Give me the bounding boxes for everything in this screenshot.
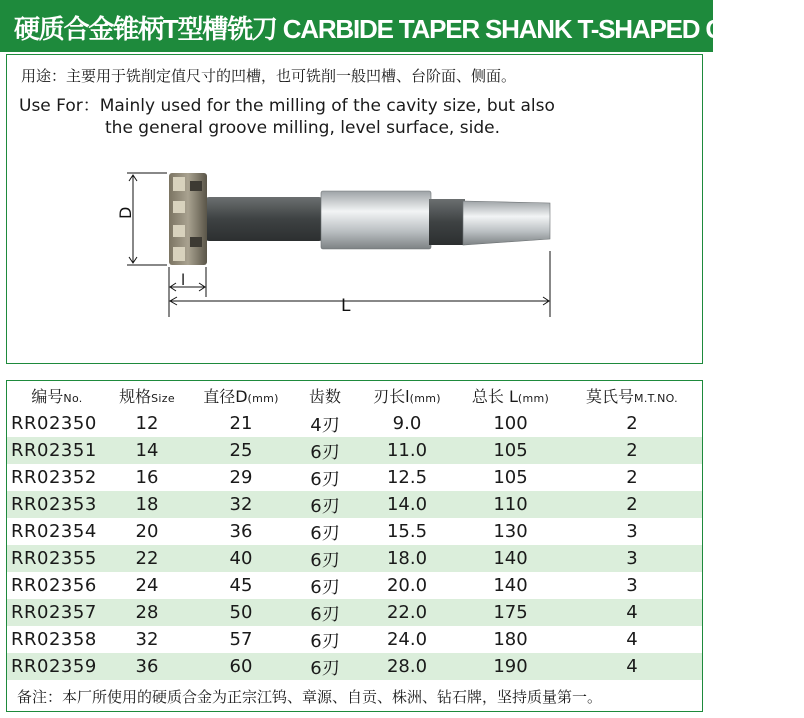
table-cell: 6刃 <box>310 549 340 571</box>
column-header-unit: (mm) <box>517 392 550 405</box>
table-cell: 24.0 <box>386 629 428 650</box>
table-row <box>7 410 702 437</box>
table-row <box>7 545 702 572</box>
column-header-unit: Size <box>151 392 175 405</box>
table-cell: RR02350 <box>11 413 97 434</box>
table-cell: 2 <box>626 467 638 488</box>
table-cell: 190 <box>493 656 528 677</box>
table-cell: RR02352 <box>11 467 97 488</box>
cutter-head <box>169 173 207 265</box>
table-cell: 12 <box>135 413 159 434</box>
table-cell: 32 <box>135 629 159 650</box>
usage-text-cn: 用途：主要用于铣削定值尺寸的凹槽，也可铣削一般凹槽、台阶面、侧面。 <box>21 67 517 85</box>
table-cell: 140 <box>493 575 528 596</box>
table-row <box>7 626 702 653</box>
table-cell: 130 <box>493 521 528 542</box>
table-cell: RR02354 <box>11 521 97 542</box>
table-row <box>7 572 702 599</box>
table-header-row <box>7 381 702 410</box>
column-header-unit: (mm) <box>247 392 279 405</box>
table-cell: 3 <box>626 548 638 569</box>
dimension-L-label: L <box>341 296 351 316</box>
table-row <box>7 653 702 680</box>
table-cell: 36 <box>135 656 159 677</box>
table-cell: 57 <box>229 629 253 650</box>
table-cell: 3 <box>626 521 638 542</box>
table-cell: 9.0 <box>392 413 422 434</box>
table-cell: 180 <box>493 629 528 650</box>
table-cell: 20 <box>135 521 159 542</box>
column-header-unit: No. <box>63 392 83 405</box>
table-cell: 18.0 <box>386 548 428 569</box>
table-cell: 15.5 <box>386 521 428 542</box>
spec-table <box>6 380 703 712</box>
table-cell: 4 <box>626 629 638 650</box>
table-cell: 100 <box>493 413 528 434</box>
table-cell: 20.0 <box>386 575 428 596</box>
column-header <box>187 381 295 410</box>
column-header-label: 编号 <box>31 387 64 406</box>
taper-section <box>321 191 431 249</box>
table-cell: 3 <box>626 575 638 596</box>
column-header <box>7 381 107 410</box>
column-header <box>459 381 562 410</box>
table-cell: 14 <box>135 440 159 461</box>
shank-neck <box>205 197 323 241</box>
table-cell: 50 <box>229 602 253 623</box>
table-row <box>7 518 702 545</box>
cutter-drawing <box>7 55 704 365</box>
column-header <box>295 381 355 410</box>
table-cell: RR02358 <box>11 629 97 650</box>
table-cell: 40 <box>229 548 253 569</box>
shank-collar <box>429 199 465 245</box>
table-cell: 22.0 <box>386 602 428 623</box>
table-cell: 16 <box>135 467 159 488</box>
table-cell: 6刃 <box>310 495 340 517</box>
table-cell: 6刃 <box>310 657 340 679</box>
table-cell: 6刃 <box>310 522 340 544</box>
table-cell: RR02353 <box>11 494 97 515</box>
table-cell: 6刃 <box>310 630 340 652</box>
table-cell: 28 <box>135 602 159 623</box>
column-header-unit: (mm) <box>409 392 441 405</box>
column-header <box>562 381 702 410</box>
table-cell: 6刃 <box>310 576 340 598</box>
table-cell: 18 <box>135 494 159 515</box>
table-cell: 140 <box>493 548 528 569</box>
table-cell: RR02357 <box>11 602 97 623</box>
taper-tang <box>463 201 550 245</box>
table-cell: 6刃 <box>310 468 340 490</box>
footnote: 备注：本厂所使用的硬质合金为正宗江钨、章源、自贡、株洲、钻石牌，坚持质量第一。 <box>7 684 702 710</box>
column-header-label: 直径D <box>203 387 248 406</box>
table-row <box>7 599 702 626</box>
column-header-label: 刃长l <box>373 387 410 406</box>
table-row <box>7 437 702 464</box>
table-cell: 2 <box>626 440 638 461</box>
column-header-unit: M.T.NO. <box>634 392 678 405</box>
table-cell: 29 <box>229 467 253 488</box>
table-cell: 12.5 <box>386 467 428 488</box>
table-cell: 25 <box>229 440 253 461</box>
table-cell: 4 <box>626 656 638 677</box>
column-header-label: 莫氏号 <box>586 387 635 406</box>
column-header-label: 规格 <box>119 387 152 406</box>
table-cell: RR02356 <box>11 575 97 596</box>
table-cell: 24 <box>135 575 159 596</box>
table-cell: 105 <box>493 440 528 461</box>
column-header <box>107 381 187 410</box>
dimension-L <box>170 251 550 317</box>
column-header-label: 总长 L <box>471 387 518 406</box>
table-cell: 21 <box>229 413 253 434</box>
table-cell: RR02355 <box>11 548 97 569</box>
table-cell: 60 <box>229 656 253 677</box>
table-cell: 105 <box>493 467 528 488</box>
table-cell: 45 <box>229 575 253 596</box>
table-cell: 6刃 <box>310 441 340 463</box>
table-cell: 11.0 <box>386 440 428 461</box>
table-cell: 110 <box>493 494 528 515</box>
dimension-l <box>169 267 206 317</box>
table-cell: 4 <box>626 602 638 623</box>
table-cell: 4刃 <box>310 414 340 436</box>
table-cell: 22 <box>135 548 159 569</box>
table-cell: 6刃 <box>310 603 340 625</box>
table-row <box>7 491 702 518</box>
usage-text-en-line1: Use For：Mainly used for the milling of the cavity size, but also <box>19 96 555 116</box>
table-cell: 36 <box>229 521 253 542</box>
table-cell: 175 <box>493 602 528 623</box>
table-cell: 2 <box>626 494 638 515</box>
dimension-l-label: l <box>181 271 186 289</box>
table-cell: 14.0 <box>386 494 428 515</box>
table-cell: RR02351 <box>11 440 97 461</box>
dimension-D-label: D <box>116 206 135 219</box>
title-bar <box>0 0 804 52</box>
table-cell: 28.0 <box>386 656 428 677</box>
usage-panel <box>6 54 703 364</box>
column-header <box>355 381 459 410</box>
usage-text-en-line2: the general groove milling, level surface, side. <box>105 118 500 138</box>
column-header-label: 齿数 <box>308 387 341 406</box>
page-title: 硬质合金锥柄T型槽铣刀 CARBIDE TAPER SHANK T-SHAPED CUTTER <box>14 14 804 44</box>
table-cell: 2 <box>626 413 638 434</box>
table-cell: 32 <box>229 494 253 515</box>
table-cell: RR02359 <box>11 656 97 677</box>
table-row <box>7 464 702 491</box>
